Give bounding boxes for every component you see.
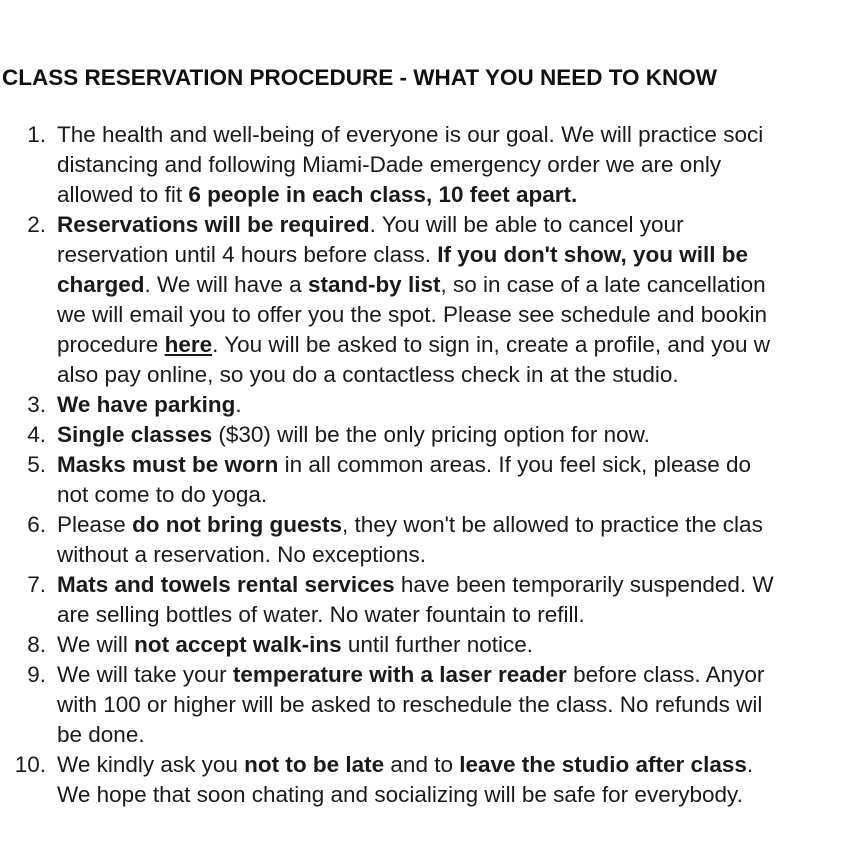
list-item-line: [57, 210, 684, 240]
bold-text: temperature with a laser reader: [232, 662, 567, 687]
text: are selling bottles of water. No water fountain to refill.: [57, 602, 585, 627]
list-item-line: [57, 270, 766, 300]
text: . You will be able to cancel your: [369, 212, 684, 237]
text: have been temporarily suspended. W: [394, 572, 774, 597]
text: We hope that soon chating and socializing will be safe for everybody.: [57, 782, 743, 807]
list-item-line: [57, 240, 748, 270]
text: Please: [57, 512, 133, 537]
text: before class. Anyor: [566, 662, 765, 687]
bold-text: stand-by list: [307, 272, 441, 297]
text: , so in case of a late cancellation: [440, 272, 766, 297]
text: also pay online, so you do a contactless check in at the studio.: [57, 362, 679, 387]
list-item-line: [57, 420, 650, 450]
bold-text: We have parking: [57, 392, 236, 417]
list-item-number: 2.: [27, 212, 46, 237]
bold-text: Single classes: [57, 422, 213, 447]
list-item-number: 4.: [27, 422, 46, 447]
bold-text: 6 people in each class, 10 feet apart.: [188, 182, 578, 207]
list-item-line: [57, 150, 721, 180]
bold-text: not accept walk-ins: [134, 632, 342, 657]
text: We will: [57, 632, 135, 657]
bold-text: not to be late: [244, 752, 385, 777]
text: .: [235, 392, 242, 417]
list-item-line: [57, 510, 763, 540]
text: and to: [384, 752, 460, 777]
list-item-line: [57, 660, 764, 690]
bold-text: do not bring guests: [132, 512, 343, 537]
list-item-number: 8.: [27, 632, 46, 657]
text: with 100 or higher will be asked to reschedule the class. No refunds wil: [57, 692, 763, 717]
text: distancing and following Miami-Dade emergency order we are only: [57, 152, 722, 177]
list-item-line: [57, 480, 267, 510]
text: , they won't be allowed to practice the clas: [342, 512, 763, 537]
list-item-number: 1.: [27, 122, 46, 147]
booking-procedure-link[interactable]: here: [164, 332, 213, 357]
bold-text: Reservations will be required: [57, 212, 370, 237]
list-item-line: [57, 600, 585, 630]
bold-text: charged: [57, 272, 145, 297]
list-item-number: 9.: [27, 662, 46, 687]
list-item-line: [57, 390, 242, 420]
list-item-line: [57, 540, 426, 570]
text: ($30) will be the only pricing option for now.: [212, 422, 650, 447]
text: allowed to fit: [57, 182, 189, 207]
list-item-line: [57, 570, 774, 600]
text: We kindly ask you: [57, 752, 245, 777]
list-item-line: [57, 450, 751, 480]
text: We will take your: [57, 662, 233, 687]
text: . You will be asked to sign in, create a profile, and you w: [212, 332, 770, 357]
text: be done.: [57, 722, 145, 747]
list-item-line: [57, 630, 533, 660]
text: not come to do yoga.: [57, 482, 268, 507]
list-item-number: 6.: [27, 512, 46, 537]
list-item-number: 5.: [27, 452, 46, 477]
list-item-line: [57, 180, 577, 210]
list-item-number: 10.: [14, 752, 46, 777]
list-item-line: [57, 300, 767, 330]
bold-text: leave the studio after class: [459, 752, 747, 777]
list-item-line: [57, 690, 762, 720]
text: without a reservation. No exceptions.: [57, 542, 426, 567]
bold-text: If you don't show, you will be: [437, 242, 748, 267]
list-item-line: [57, 120, 763, 150]
page-title: CLASS RESERVATION PROCEDURE - WHAT YOU NEED TO KNOW: [2, 65, 718, 90]
text: until further notice.: [341, 632, 534, 657]
text: procedure: [57, 332, 165, 357]
text: . We will have a: [144, 272, 308, 297]
text: we will email you to offer you the spot. Please see schedule and bookin: [57, 302, 768, 327]
bold-text: Masks must be worn: [57, 452, 279, 477]
list-item-line: [57, 750, 753, 780]
text: The health and well-being of everyone is our goal. We will practice soci: [57, 122, 764, 147]
text: reservation until 4 hours before class.: [57, 242, 438, 267]
bold-text: Mats and towels rental services: [57, 572, 395, 597]
list-item-number: 3.: [27, 392, 46, 417]
list-item-number: 7.: [27, 572, 46, 597]
list-item-line: [57, 720, 145, 750]
list-item-line: [57, 780, 743, 810]
list-item-line: [57, 360, 679, 390]
text: .: [746, 752, 754, 777]
list-item-line: [57, 330, 770, 360]
text: in all common areas. If you feel sick, please do: [278, 452, 752, 477]
